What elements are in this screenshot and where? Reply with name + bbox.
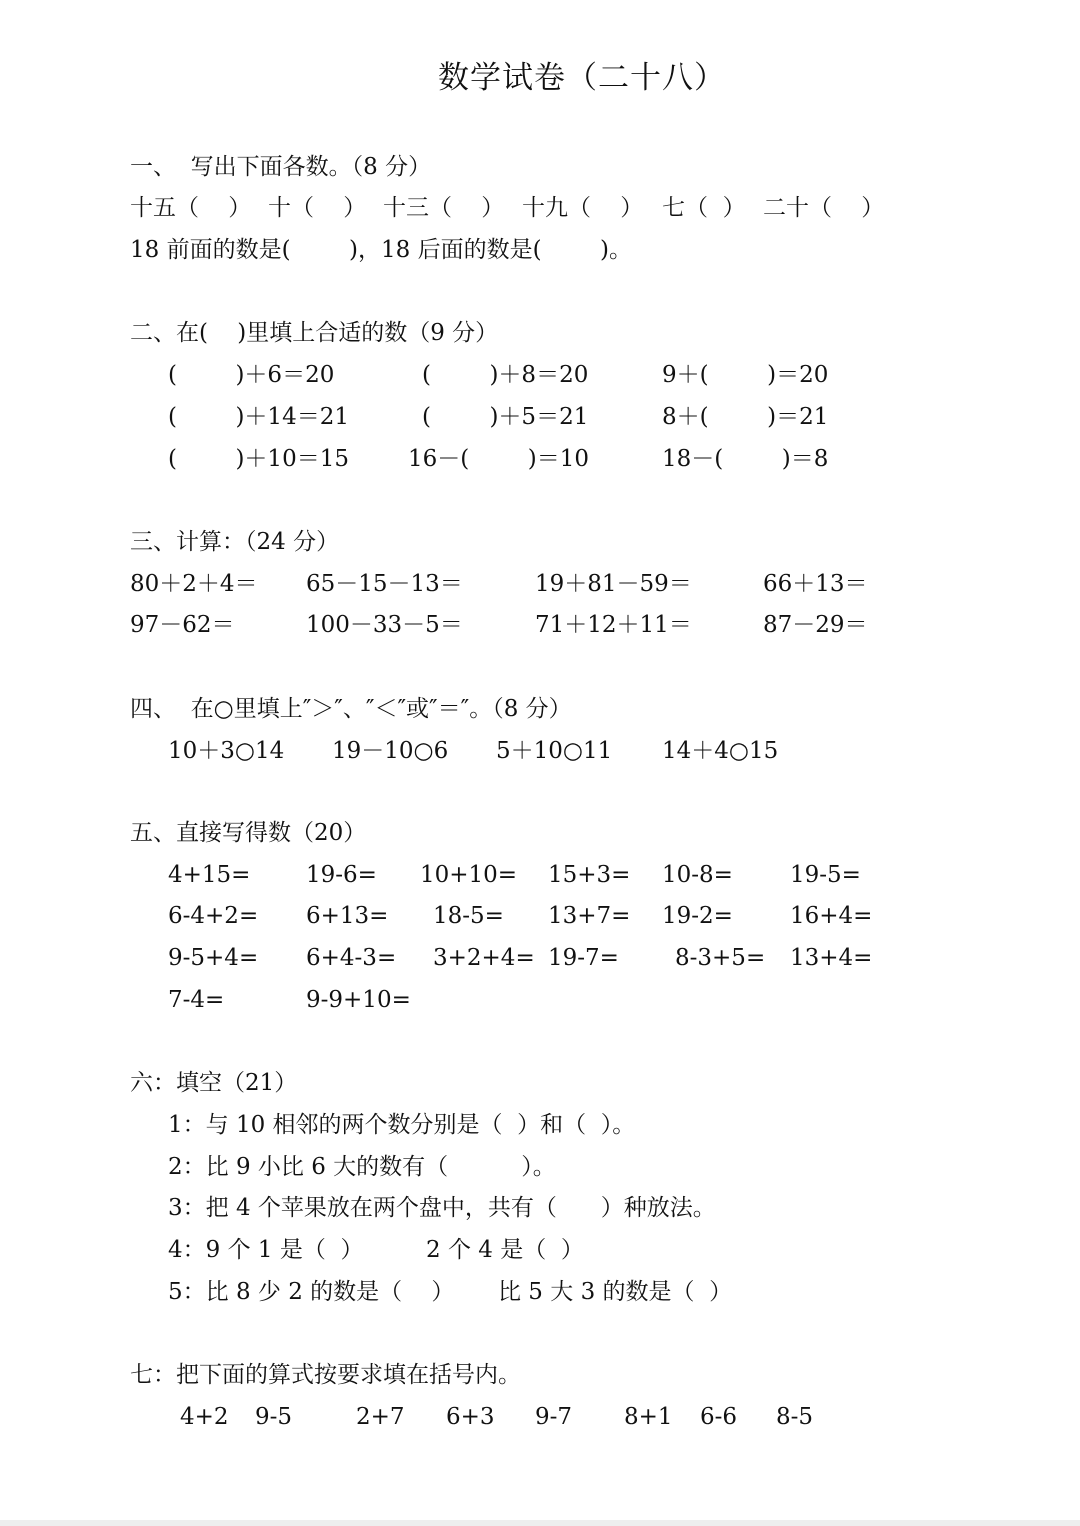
s2-problem: ( )＋5＝21 <box>422 404 589 430</box>
s5-problem: 7-4= <box>168 987 225 1013</box>
s7-expression: 9-5 <box>255 1404 293 1430</box>
s5-problem: 6-4+2= <box>168 903 259 929</box>
s1-item: 十五（ ） <box>130 195 252 221</box>
section-4-heading: 四、 在○里填上″＞″、″＜″或″＝″。（8 分） <box>130 696 572 722</box>
s1-item: 二十（ ） <box>763 195 885 221</box>
s5-problem: 9-9+10= <box>306 987 411 1013</box>
s5-problem: 6+13= <box>306 903 389 929</box>
s5-problem: 19-2= <box>662 903 733 929</box>
s1-item: 十三（ ） <box>383 195 505 221</box>
s3-problem: 66＋13＝ <box>763 571 868 597</box>
section-7-heading: 七：把下面的算式按要求填在括号内。 <box>130 1362 521 1388</box>
s2-problem: 16－( )＝10 <box>408 446 589 472</box>
s5-problem: 6+4-3= <box>306 945 397 971</box>
s7-expression: 9-7 <box>535 1404 573 1430</box>
s2-problem: ( )＋10＝15 <box>168 446 349 472</box>
section-1-heading: 一、 写出下面各数。（8 分） <box>130 154 432 180</box>
s3-problem: 71＋12＋11＝ <box>535 612 692 638</box>
s5-problem: 16+4= <box>790 903 873 929</box>
s3-problem: 87－29＝ <box>763 612 868 638</box>
s5-problem: 8-3+5= <box>675 945 766 971</box>
section-2-heading: 二、在( )里填上合适的数（9 分） <box>130 320 499 346</box>
s4-problem: 14＋4○15 <box>662 738 779 764</box>
s5-problem: 10-8= <box>662 862 733 888</box>
s1-item: 十（ ） <box>268 195 367 221</box>
s6-line: 1：与 10 相邻的两个数分别是（ ）和（ ）。 <box>168 1112 636 1138</box>
s6-line: 2 个 4 是（ ） <box>426 1237 584 1263</box>
s2-problem: ( )＋6＝20 <box>168 362 335 388</box>
s7-expression: 6-6 <box>700 1404 738 1430</box>
s5-problem: 13+4= <box>790 945 873 971</box>
s3-problem: 65－15－13＝ <box>306 571 463 597</box>
s6-line: 4：9 个 1 是（ ） <box>168 1237 364 1263</box>
s7-expression: 4+2 <box>180 1404 229 1430</box>
page-bottom-edge <box>0 1520 1080 1526</box>
s2-problem: 9＋( )＝20 <box>662 362 829 388</box>
s6-line: 5：比 8 少 2 的数是（ ） <box>168 1279 455 1305</box>
s4-problem: 10＋3○14 <box>168 738 285 764</box>
s7-expression: 8-5 <box>776 1404 814 1430</box>
s4-problem: 19－10○6 <box>332 738 449 764</box>
s7-expression: 2+7 <box>356 1404 405 1430</box>
s4-problem: 5＋10○11 <box>496 738 613 764</box>
s3-problem: 100－33－5＝ <box>306 612 463 638</box>
s1-line: 18 前面的数是( )，18 后面的数是( )。 <box>130 237 633 263</box>
s6-line: 比 5 大 3 的数是（ ） <box>498 1279 733 1305</box>
s5-problem: 19-5= <box>790 862 861 888</box>
s2-problem: 18－( )＝8 <box>662 446 829 472</box>
s5-problem: 9-5+4= <box>168 945 259 971</box>
section-5-heading: 五、直接写得数（20） <box>130 820 367 846</box>
s5-problem: 18-5= <box>433 903 504 929</box>
s6-line: 3：把 4 个苹果放在两个盘中，共有（ ）种放法。 <box>168 1195 716 1221</box>
s1-item: 七（ ） <box>662 195 746 221</box>
s5-problem: 15+3= <box>548 862 631 888</box>
section-6-heading: 六：填空（21） <box>130 1070 298 1096</box>
s5-problem: 4+15= <box>168 862 251 888</box>
section-3-heading: 三、计算：（24 分） <box>130 529 340 555</box>
s5-problem: 19-6= <box>306 862 377 888</box>
s2-problem: ( )＋8＝20 <box>422 362 589 388</box>
s3-problem: 80＋2＋4＝ <box>130 571 258 597</box>
s5-problem: 13+7= <box>548 903 631 929</box>
s3-problem: 97－62＝ <box>130 612 235 638</box>
s5-problem: 19-7= <box>548 945 619 971</box>
s3-problem: 19＋81－59＝ <box>535 571 692 597</box>
s7-expression: 8+1 <box>624 1404 673 1430</box>
s5-problem: 10+10= <box>420 862 518 888</box>
s2-problem: 8＋( )＝21 <box>662 404 829 430</box>
page-title: 数学试卷（二十八） <box>438 60 726 96</box>
s2-problem: ( )＋14＝21 <box>168 404 349 430</box>
s6-line: 2：比 9 小比 6 大的数有（ ）。 <box>168 1154 556 1180</box>
s5-problem: 3+2+4= <box>433 945 535 971</box>
s7-expression: 6+3 <box>446 1404 495 1430</box>
s1-item: 十九（ ） <box>522 195 644 221</box>
